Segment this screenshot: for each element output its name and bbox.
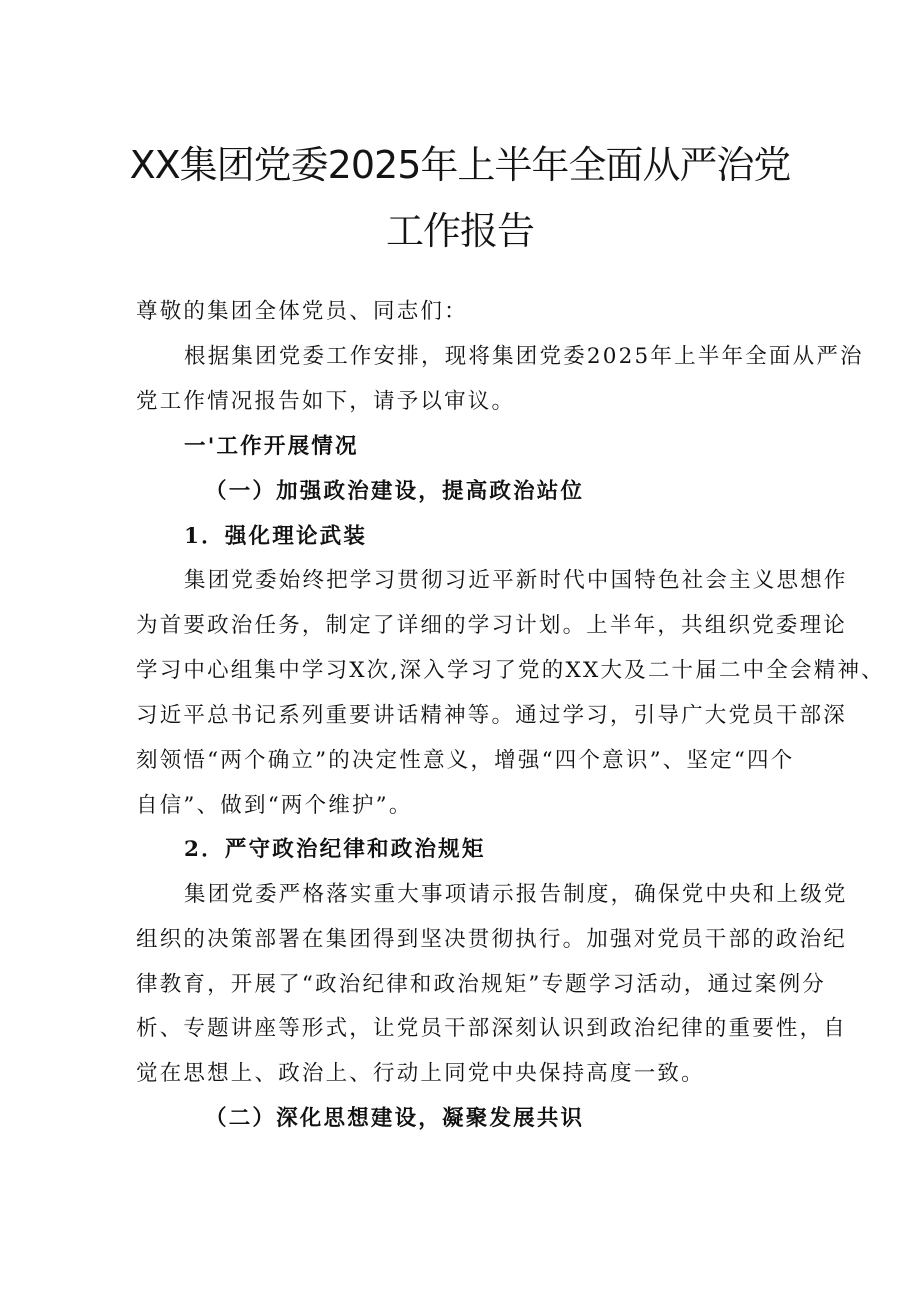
section-1-heading: 一'工作开展情况	[184, 434, 359, 459]
item-1-body-line: 为首要政治任务，制定了详细的学习计划。上半年，共组织党委理论	[136, 613, 848, 638]
item-2-body-line: 集团党委严格落实重大事项请示报告制度，确保党中央和上级党	[184, 882, 848, 907]
subsection-2-heading: （二）深化思想建设，凝聚发展共识	[205, 1106, 585, 1131]
item-2-body-line: 组织的决策部署在集团得到坚决贯彻执行。加强对党员干部的政治纪	[136, 927, 848, 952]
intro-line: 党工作情况报告如下，请予以审议。	[136, 389, 516, 414]
item-1-body-line: 自信”、做到“两个维护”。	[136, 793, 413, 818]
subsection-1-heading: （一）加强政治建设，提高政治站位	[205, 479, 585, 504]
document-title-line-1: XX集团党委2025年上半年全面从严治党	[129, 143, 791, 187]
item-1-body-line: 习近平总书记系列重要讲话精神等。通过学习，引导广大党员干部深	[136, 703, 848, 728]
salutation: 尊敬的集团全体党员、同志们：	[136, 299, 468, 324]
intro-line: 根据集团党委工作安排，现将集团党委2025年上半年全面从严治	[184, 344, 864, 369]
item-2-body-line: 觉在思想上、政治上、行动上同党中央保持高度一致。	[136, 1061, 705, 1086]
item-1-body-line: 学习中心组集中学习X次,深入学习了党的XX大及二十届二中全会精神、	[136, 658, 885, 683]
item-2-heading: 2．严守政治纪律和政治规矩	[184, 837, 486, 862]
item-1-body-line: 集团党委始终把学习贯彻习近平新时代中国特色社会主义思想作	[184, 568, 848, 593]
item-1-body-line: 刻领悟“两个确立”的决定性意义，增强“四个意识”、坚定“四个	[136, 748, 795, 773]
document-title-line-2: 工作报告	[385, 209, 534, 253]
item-2-body-line: 律教育，开展了“政治纪律和政治规矩”专题学习活动，通过案例分	[136, 972, 826, 997]
item-2-body-line: 析、专题讲座等形式，让党员干部深刻认识到政治纪律的重要性，自	[136, 1016, 848, 1041]
item-1-heading: 1．强化理论武装	[184, 524, 368, 549]
